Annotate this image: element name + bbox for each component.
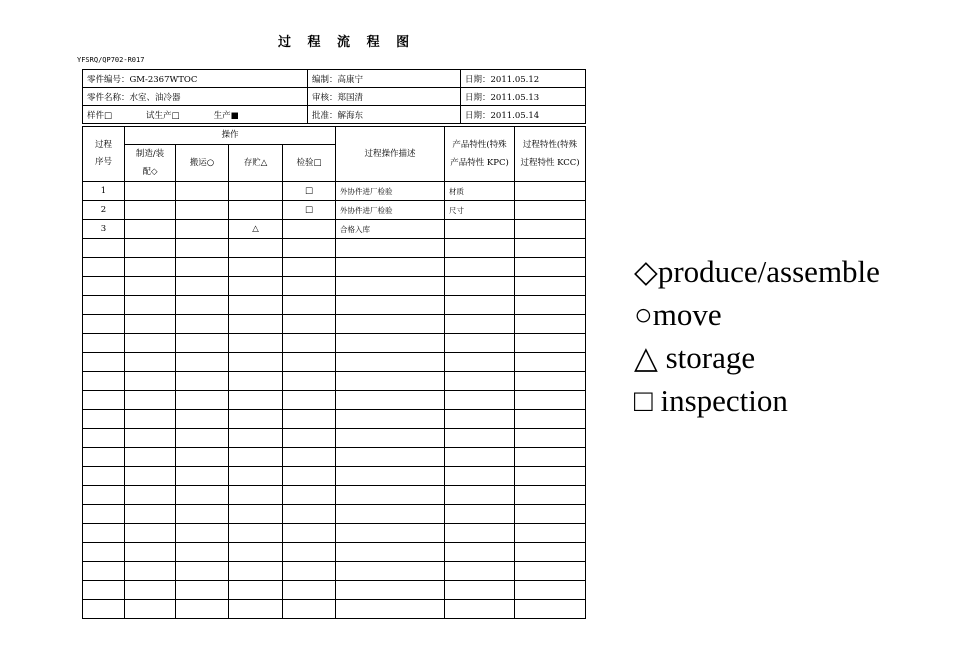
- legend-item-storage: △ storage: [634, 340, 756, 375]
- col-store-header: 存贮△: [229, 145, 283, 182]
- table-row: [83, 410, 586, 429]
- table-row: [83, 581, 586, 600]
- table-row: [83, 296, 586, 315]
- table-row: [83, 543, 586, 562]
- document-number: YFSRQ/QP702-R017: [77, 56, 145, 64]
- table-row: [83, 372, 586, 391]
- reviewed-by: 审核：郑国清: [308, 88, 461, 106]
- date-approved: 日期：2011.05.14: [461, 106, 586, 124]
- triangle-icon: △: [634, 340, 658, 375]
- table-row: 3 △ 合格入库: [83, 220, 586, 239]
- col-kpc-header: 产品特性(特殊产品特性 KPC): [445, 127, 515, 182]
- col-make-header: 制造/装配◇: [125, 145, 176, 182]
- col-desc-header: 过程操作描述: [336, 127, 445, 182]
- table-row: [83, 562, 586, 581]
- table-row: [83, 600, 586, 619]
- table-row: [83, 448, 586, 467]
- page-title: 过 程 流 程 图: [278, 35, 416, 50]
- diamond-icon: ◇: [634, 254, 658, 289]
- date-prepared: 日期：2011.05.12: [461, 70, 586, 88]
- col-inspect-header: 检验□: [283, 145, 336, 182]
- table-row: 2 □ 外协件进厂检验 尺寸: [83, 201, 586, 220]
- circle-icon: ○: [634, 297, 653, 332]
- approved-by: 批准：解海东: [308, 106, 461, 124]
- date-reviewed: 日期：2011.05.13: [461, 88, 586, 106]
- table-row: [83, 486, 586, 505]
- prepared-by: 编制：高康宁: [308, 70, 461, 88]
- col-ops-header: 操作: [125, 127, 336, 145]
- legend-item-produce: ◇produce/assemble: [634, 254, 880, 289]
- process-flow-table: [82, 126, 586, 619]
- table-row: [83, 429, 586, 448]
- legend-item-move: ○move: [634, 297, 722, 332]
- table-row: [83, 467, 586, 486]
- table-row: [83, 505, 586, 524]
- header-table: [82, 69, 586, 124]
- production-type: 样件□ 试生产□ 生产■: [83, 106, 308, 124]
- table-row: [83, 239, 586, 258]
- square-icon: □: [634, 383, 653, 418]
- table-row: [83, 353, 586, 372]
- symbol-legend: [634, 250, 880, 422]
- table-row: [83, 277, 586, 296]
- table-row: [83, 258, 586, 277]
- legend-item-inspection: □ inspection: [634, 383, 788, 418]
- table-row: [83, 391, 586, 410]
- table-row: [83, 334, 586, 353]
- col-move-header: 搬运○: [176, 145, 229, 182]
- table-row: [83, 524, 586, 543]
- table-row: [83, 315, 586, 334]
- col-seq-header: 过程序号: [83, 127, 125, 182]
- col-kcc-header: 过程特性(特殊过程特性 KCC): [515, 127, 586, 182]
- part-number: 零件编号：GM-2367WTOC: [83, 70, 308, 88]
- table-row: 1 □ 外协件进厂检验 材质: [83, 182, 586, 201]
- part-name: 零件名称：水室、油冷器: [83, 88, 308, 106]
